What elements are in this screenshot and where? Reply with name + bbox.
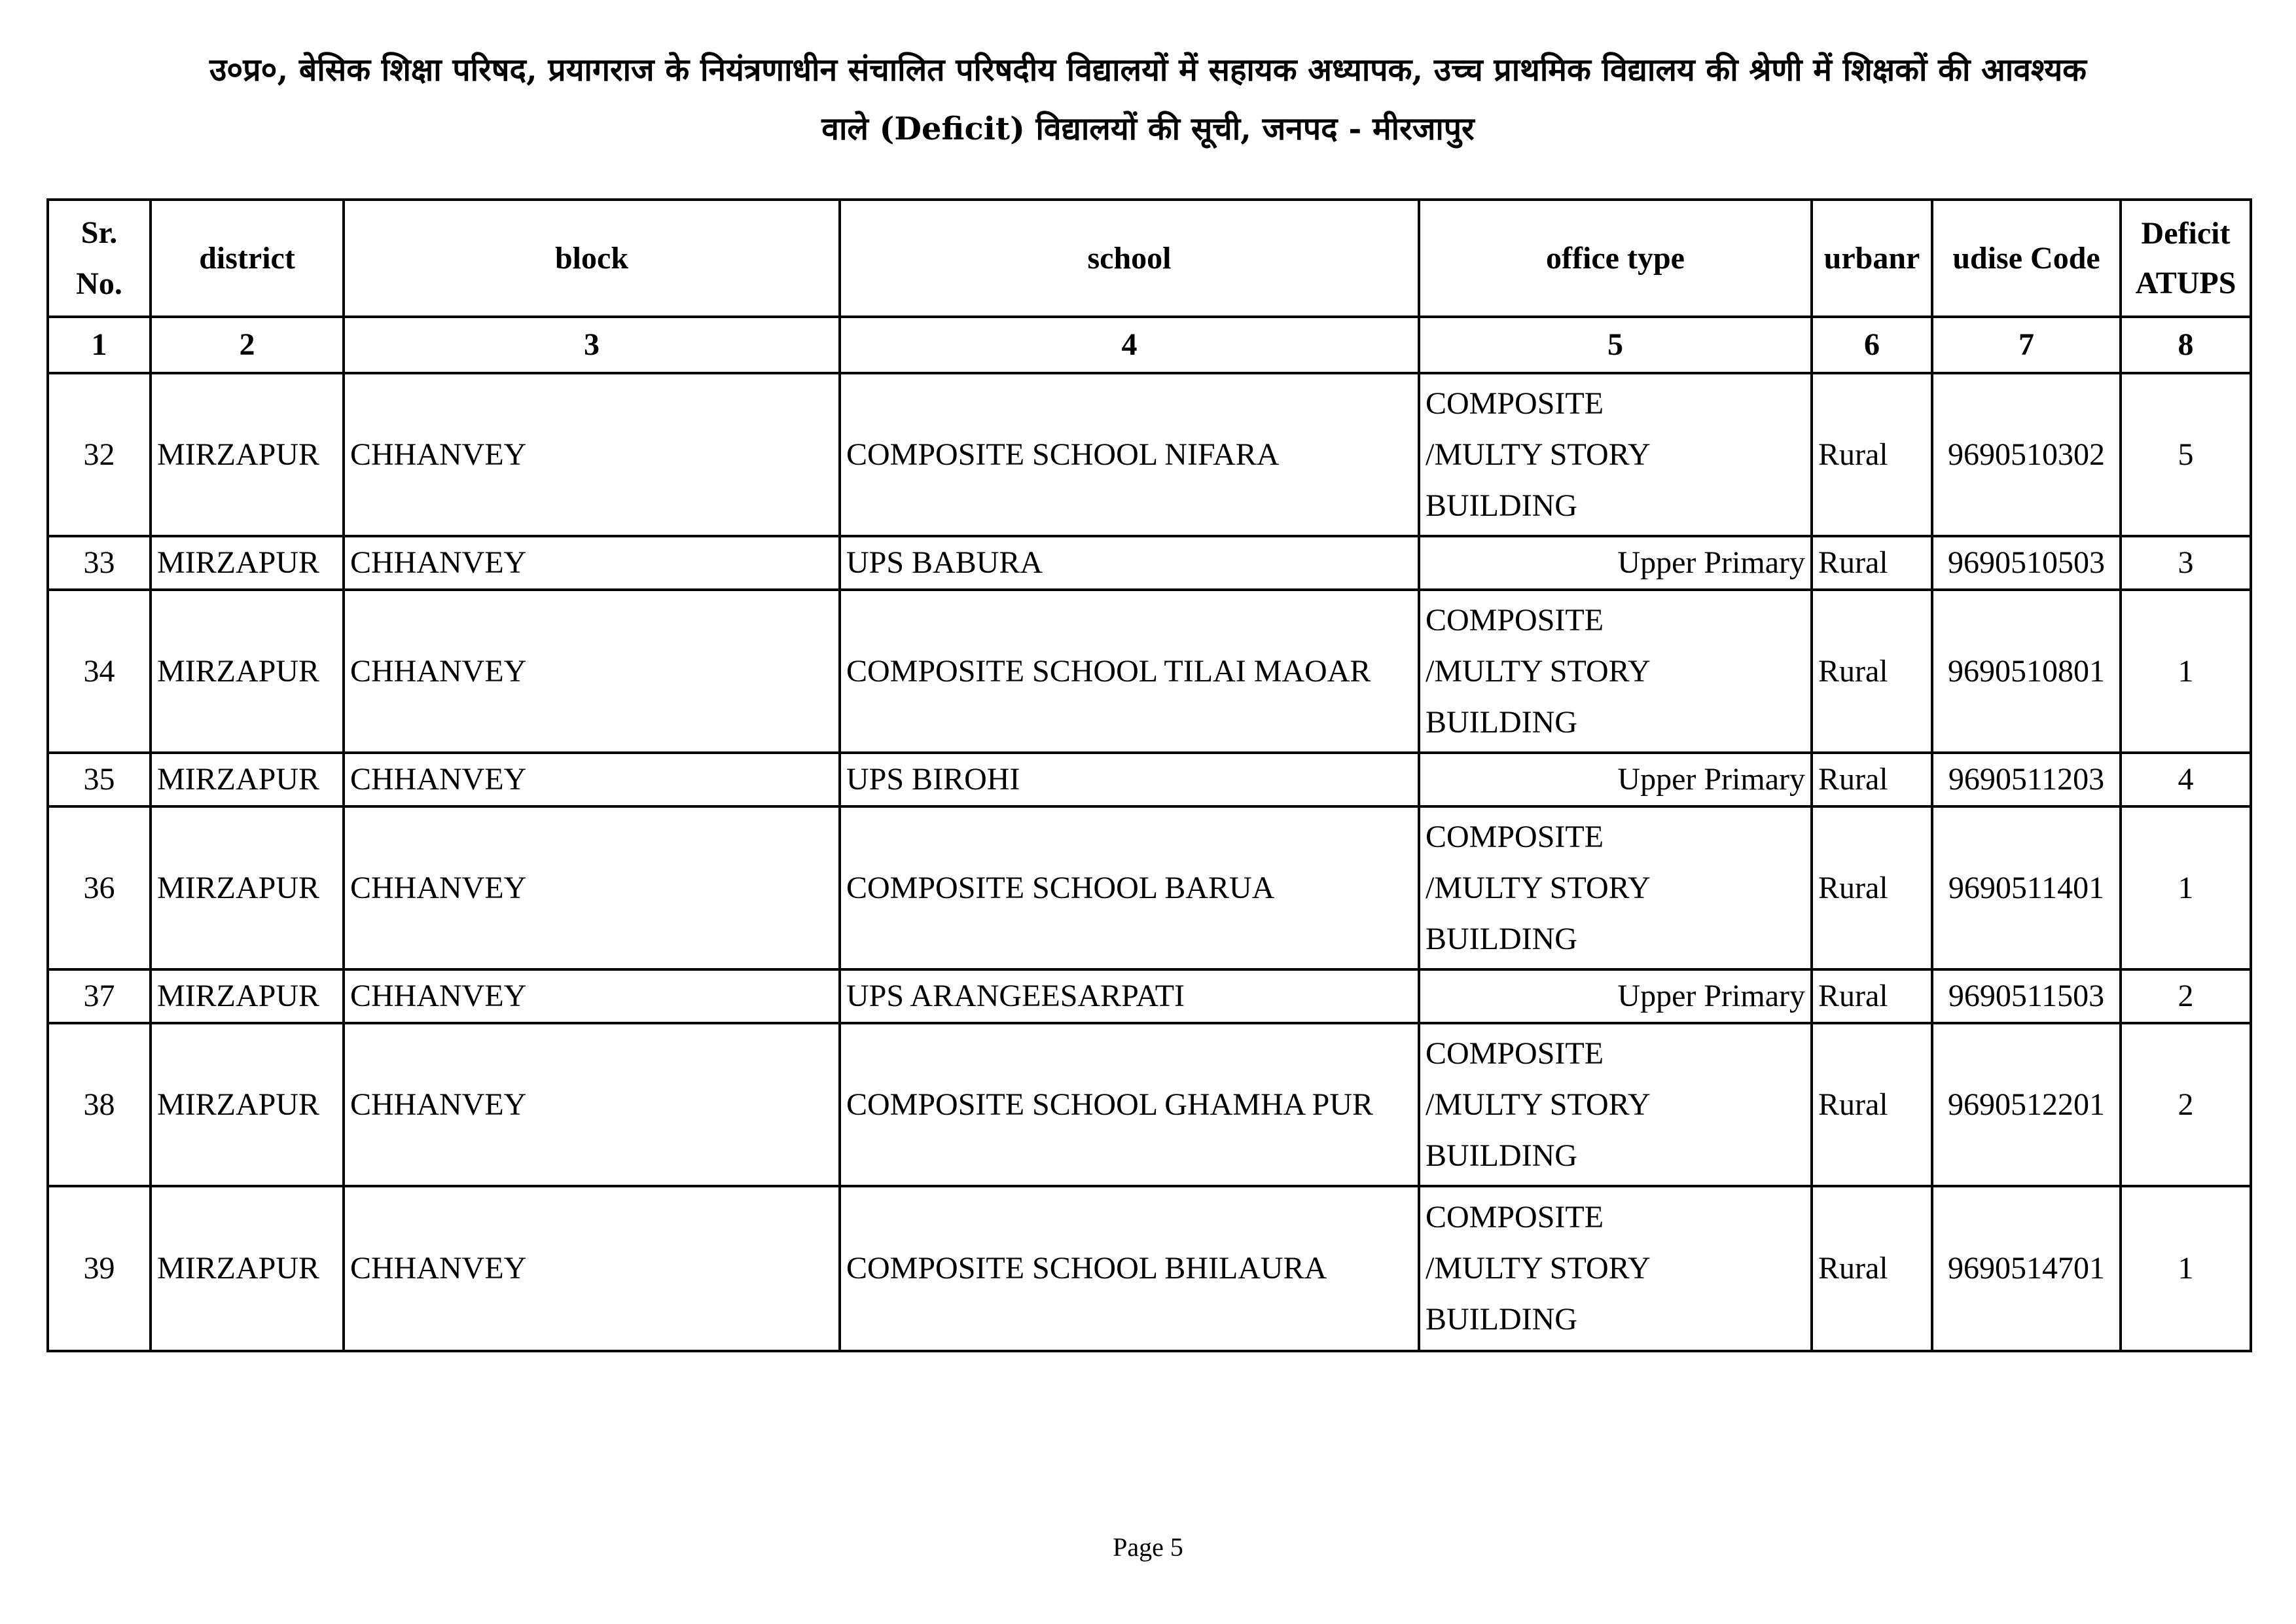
- office-type-line: Upper Primary: [1617, 762, 1805, 797]
- office-type-line: COMPOSITE: [1426, 1036, 1604, 1071]
- cell-urbanr: Rural: [1812, 806, 1932, 969]
- cell-udise-code: 9690511503: [1932, 969, 2121, 1023]
- cell-office-type: [1419, 806, 1812, 969]
- cell-district: MIRZAPUR: [151, 1023, 344, 1186]
- cell-office-type: [1419, 373, 1812, 536]
- cell-office-type: [1419, 969, 1812, 1023]
- office-type-line: /MULTY STORY: [1426, 653, 1651, 689]
- column-number: 5: [1419, 317, 1812, 373]
- table-row: [48, 373, 2251, 536]
- column-number-row: [48, 317, 2251, 373]
- cell-district: MIRZAPUR: [151, 969, 344, 1023]
- cell-school: COMPOSITE SCHOOL BARUA: [840, 806, 1419, 969]
- header-district: district: [151, 200, 344, 317]
- page-number: Page 5: [1113, 1532, 1183, 1562]
- cell-school: COMPOSITE SCHOOL TILAI MAOAR: [840, 590, 1419, 753]
- cell-urbanr: Rural: [1812, 1023, 1932, 1186]
- table-row: [48, 969, 2251, 1023]
- cell-block: CHHANVEY: [344, 373, 840, 536]
- office-type-line: BUILDING: [1426, 488, 1577, 523]
- office-type-line: COMPOSITE: [1426, 386, 1604, 421]
- office-type-line: COMPOSITE: [1426, 1200, 1604, 1235]
- column-number: 6: [1812, 317, 1932, 373]
- office-type-line: /MULTY STORY: [1426, 437, 1651, 472]
- cell-urbanr: Rural: [1812, 536, 1932, 590]
- cell-udise-code: 9690514701: [1932, 1186, 2121, 1351]
- header-office-type: office type: [1419, 200, 1812, 317]
- cell-sr-no: 36: [48, 806, 151, 969]
- column-number: 1: [48, 317, 151, 373]
- cell-district: MIRZAPUR: [151, 373, 344, 536]
- table-row: [48, 753, 2251, 806]
- cell-block: CHHANVEY: [344, 590, 840, 753]
- header-deficit-line-2: ATUPS: [2135, 265, 2236, 300]
- cell-block: CHHANVEY: [344, 753, 840, 806]
- column-number: 4: [840, 317, 1419, 373]
- cell-deficit: 4: [2121, 753, 2251, 806]
- cell-sr-no: 37: [48, 969, 151, 1023]
- cell-deficit: 1: [2121, 806, 2251, 969]
- cell-district: MIRZAPUR: [151, 1186, 344, 1351]
- office-type-line: COMPOSITE: [1426, 819, 1604, 854]
- cell-sr-no: 34: [48, 590, 151, 753]
- header-deficit-atups: [2121, 200, 2251, 317]
- column-number: 7: [1932, 317, 2121, 373]
- header-school: school: [840, 200, 1419, 317]
- deficit-schools-table: [46, 198, 2252, 1352]
- table-row: [48, 590, 2251, 753]
- cell-office-type: [1419, 1186, 1812, 1351]
- cell-urbanr: Rural: [1812, 373, 1932, 536]
- office-type-line: Upper Primary: [1617, 545, 1805, 580]
- office-type-line: /MULTY STORY: [1426, 870, 1651, 905]
- office-type-line: BUILDING: [1426, 704, 1577, 740]
- cell-udise-code: 9690510302: [1932, 373, 2121, 536]
- cell-school: COMPOSITE SCHOOL GHAMHA PUR: [840, 1023, 1419, 1186]
- office-type-line: BUILDING: [1426, 921, 1577, 956]
- cell-deficit: 2: [2121, 969, 2251, 1023]
- column-number: 8: [2121, 317, 2251, 373]
- cell-sr-no: 35: [48, 753, 151, 806]
- header-urbanr: urbanr: [1812, 200, 1932, 317]
- cell-udise-code: 9690511203: [1932, 753, 2121, 806]
- office-type-line: BUILDING: [1426, 1302, 1577, 1337]
- cell-district: MIRZAPUR: [151, 590, 344, 753]
- cell-udise-code: 9690511401: [1932, 806, 2121, 969]
- title-line-1: उ०प्र०, बेसिक शिक्षा परिषद, प्रयागराज के नियंत्रणाधीन संचालित परिषदीय विद्यालयों में सहायक अध्यापक, उच्च प्राथमिक विद्यालय की श्रेणी में शिक्षकों की आवश्यक: [209, 52, 2087, 88]
- cell-deficit: 1: [2121, 590, 2251, 753]
- cell-block: CHHANVEY: [344, 806, 840, 969]
- cell-school: UPS BABURA: [840, 536, 1419, 590]
- cell-district: MIRZAPUR: [151, 753, 344, 806]
- cell-sr-no: 32: [48, 373, 151, 536]
- cell-district: MIRZAPUR: [151, 536, 344, 590]
- header-udise-code: udise Code: [1932, 200, 2121, 317]
- cell-block: CHHANVEY: [344, 1023, 840, 1186]
- cell-urbanr: Rural: [1812, 590, 1932, 753]
- header-block: block: [344, 200, 840, 317]
- cell-deficit: 2: [2121, 1023, 2251, 1186]
- office-type-line: Upper Primary: [1617, 979, 1805, 1013]
- cell-sr-no: 39: [48, 1186, 151, 1351]
- cell-urbanr: Rural: [1812, 969, 1932, 1023]
- office-type-line: /MULTY STORY: [1426, 1251, 1651, 1286]
- cell-office-type: [1419, 536, 1812, 590]
- cell-sr-no: 33: [48, 536, 151, 590]
- cell-deficit: 5: [2121, 373, 2251, 536]
- header-row: [48, 200, 2251, 317]
- table-body: [48, 373, 2251, 1351]
- table-row: [48, 1186, 2251, 1351]
- document-title: [39, 41, 2257, 158]
- cell-udise-code: 9690512201: [1932, 1023, 2121, 1186]
- cell-school: UPS BIROHI: [840, 753, 1419, 806]
- cell-block: CHHANVEY: [344, 536, 840, 590]
- header-deficit-line-1: Deficit: [2141, 215, 2231, 251]
- cell-school: UPS ARANGEESARPATI: [840, 969, 1419, 1023]
- cell-office-type: [1419, 1023, 1812, 1186]
- office-type-line: COMPOSITE: [1426, 602, 1604, 638]
- cell-school: COMPOSITE SCHOOL NIFARA: [840, 373, 1419, 536]
- cell-block: CHHANVEY: [344, 969, 840, 1023]
- cell-office-type: [1419, 590, 1812, 753]
- cell-deficit: 3: [2121, 536, 2251, 590]
- cell-udise-code: 9690510503: [1932, 536, 2121, 590]
- office-type-line: BUILDING: [1426, 1138, 1577, 1173]
- cell-urbanr: Rural: [1812, 1186, 1932, 1351]
- cell-school: COMPOSITE SCHOOL BHILAURA: [840, 1186, 1419, 1351]
- cell-district: MIRZAPUR: [151, 806, 344, 969]
- cell-urbanr: Rural: [1812, 753, 1932, 806]
- column-number: 3: [344, 317, 840, 373]
- cell-block: CHHANVEY: [344, 1186, 840, 1351]
- table-row: [48, 536, 2251, 590]
- cell-udise-code: 9690510801: [1932, 590, 2121, 753]
- column-number: 2: [151, 317, 344, 373]
- table-row: [48, 1023, 2251, 1186]
- header-sr-no: Sr. No.: [48, 200, 151, 317]
- cell-office-type: [1419, 753, 1812, 806]
- table-row: [48, 806, 2251, 969]
- office-type-line: /MULTY STORY: [1426, 1087, 1651, 1122]
- cell-sr-no: 38: [48, 1023, 151, 1186]
- title-line-2: वाले (Deficit) विद्यालयों की सूची, जनपद - मीरजापुर: [821, 111, 1475, 147]
- cell-deficit: 1: [2121, 1186, 2251, 1351]
